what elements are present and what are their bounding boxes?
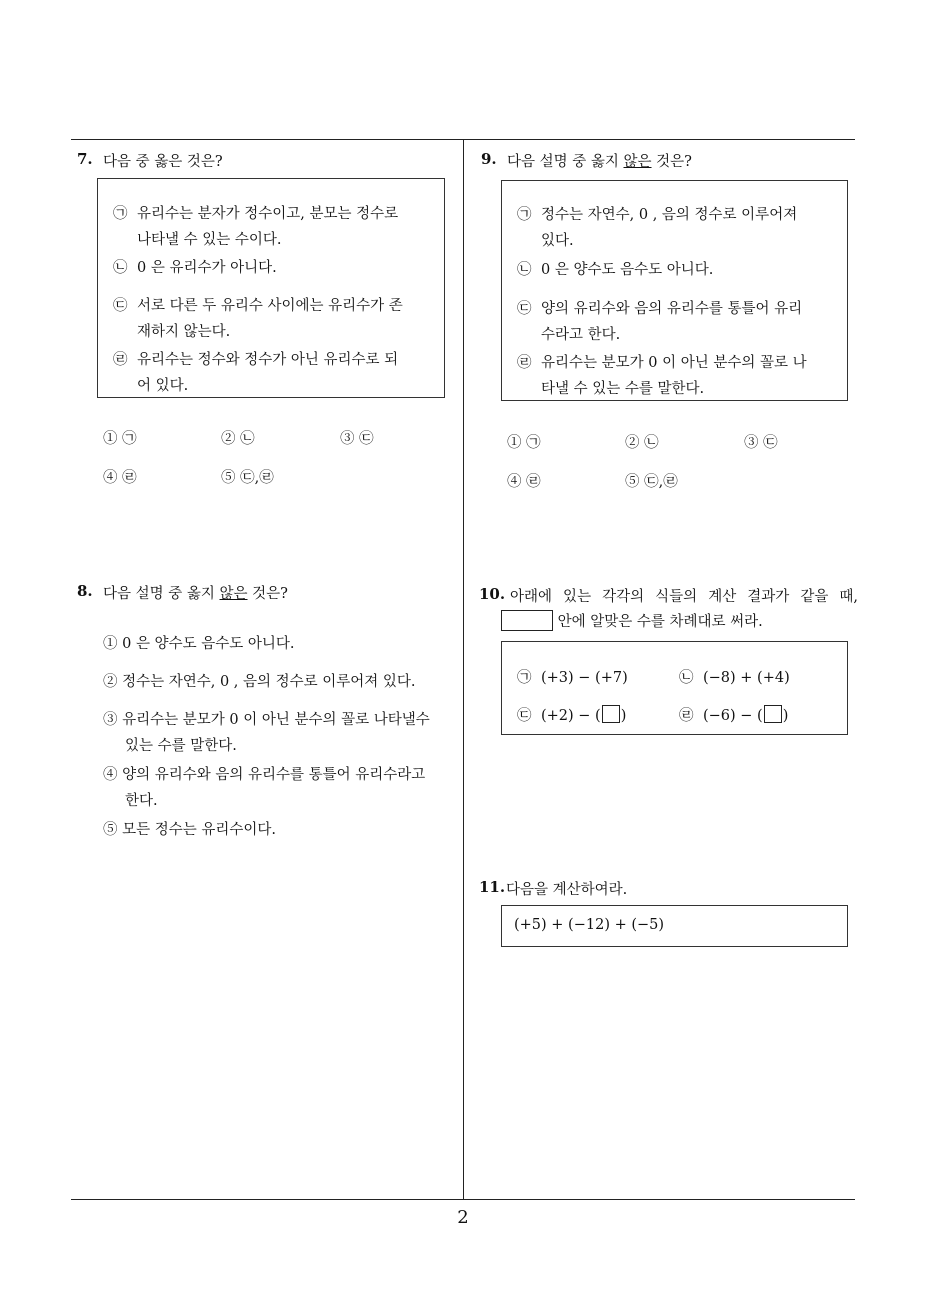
q10-question-line1: 아래에 있는 각각의 식들의 계산 결과가 같을 때, — [510, 589, 858, 605]
page-number: 2 — [457, 1207, 469, 1228]
q8-option-3[interactable]: ③ 유리수는 분모가 0 이 아닌 분수의 꼴로 나타낼수 있는 수를 말한다. — [103, 712, 430, 754]
q8-question: 다음 설명 중 옳지 않은 것은? — [103, 586, 288, 602]
q7-choice-1[interactable]: ① ㉠ — [103, 431, 137, 447]
q11-question: 다음을 계산하여라. — [506, 882, 628, 898]
blank-box-icon[interactable] — [764, 705, 782, 723]
q9-number: 9. — [481, 150, 497, 168]
q10-number: 10. — [479, 585, 506, 603]
q10-expr-c: ㉢ (+2) − ( ) — [517, 703, 626, 729]
q9-choice-2[interactable]: ② ㉡ — [625, 435, 659, 451]
q7-statement-a: ㉠ 유리수는 분자가 정수이고, 분모는 정수로 나타낼 수 있는 수이다. — [113, 206, 399, 248]
q9-statement-c: ㉢ 양의 유리수와 음의 유리수를 통틀어 유리 수라고 한다. — [517, 301, 803, 343]
q7-statement-d: ㉣ 유리수는 정수와 정수가 아닌 유리수로 되 어 있다. — [113, 352, 399, 394]
q9-question: 다음 설명 중 옳지 않은 것은? — [507, 154, 692, 170]
q9-choice-4[interactable]: ④ ㉣ — [507, 474, 541, 490]
q10-question-line2: 안에 알맞은 수를 차례대로 써라. — [501, 610, 763, 631]
q7-statement-c: ㉢ 서로 다른 두 유리수 사이에는 유리수가 존 재하지 않는다. — [113, 298, 403, 340]
q7-choice-3[interactable]: ③ ㉢ — [340, 431, 374, 447]
q7-choice-4[interactable]: ④ ㉣ — [103, 470, 137, 486]
q7-statement-b: ㉡ 0 은 유리수가 아니다. — [113, 260, 277, 276]
q8-option-2[interactable]: ② 정수는 자연수, 0 , 음의 정수로 이루어져 있다. — [103, 674, 416, 690]
q8-option-4[interactable]: ④ 양의 유리수와 음의 유리수를 통틀어 유리수라고 한다. — [103, 767, 426, 809]
q9-choice-3[interactable]: ③ ㉢ — [744, 435, 778, 451]
q8-option-5[interactable]: ⑤ 모든 정수는 유리수이다. — [103, 822, 277, 838]
q10-expr-b: ㉡ (−8) + (+4) — [679, 670, 790, 686]
q7-choice-5[interactable]: ⑤ ㉢,㉣ — [221, 470, 274, 486]
q8-option-1[interactable]: ① 0 은 양수도 음수도 아니다. — [103, 636, 295, 652]
q9-choice-1[interactable]: ① ㉠ — [507, 435, 541, 451]
q9-statement-d: ㉣ 유리수는 분모가 0 이 아닌 분수의 꼴로 나 타낼 수 있는 수를 말한다. — [517, 355, 807, 397]
answer-blank-icon — [501, 610, 553, 631]
q10-expr-a: ㉠ (+3) − (+7) — [517, 670, 628, 686]
q9-choice-5[interactable]: ⑤ ㉢,㉣ — [625, 474, 678, 490]
column-divider — [463, 139, 464, 1200]
q7-question: 다음 중 옳은 것은? — [103, 154, 223, 170]
q10-expr-d: ㉣ (−6) − ( ) — [679, 703, 788, 729]
q9-statement-a: ㉠ 정수는 자연수, 0 , 음의 정수로 이루어져 있다. — [517, 207, 798, 249]
q7-choice-2[interactable]: ② ㉡ — [221, 431, 255, 447]
q7-number: 7. — [77, 150, 93, 168]
q11-number: 11. — [479, 878, 506, 896]
q8-number: 8. — [77, 582, 93, 600]
q11-expression: (+5) + (−12) + (−5) — [514, 917, 665, 933]
q9-statement-b: ㉡ 0 은 양수도 음수도 아니다. — [517, 262, 714, 278]
bottom-rule — [71, 1199, 855, 1200]
blank-box-icon[interactable] — [602, 705, 620, 723]
